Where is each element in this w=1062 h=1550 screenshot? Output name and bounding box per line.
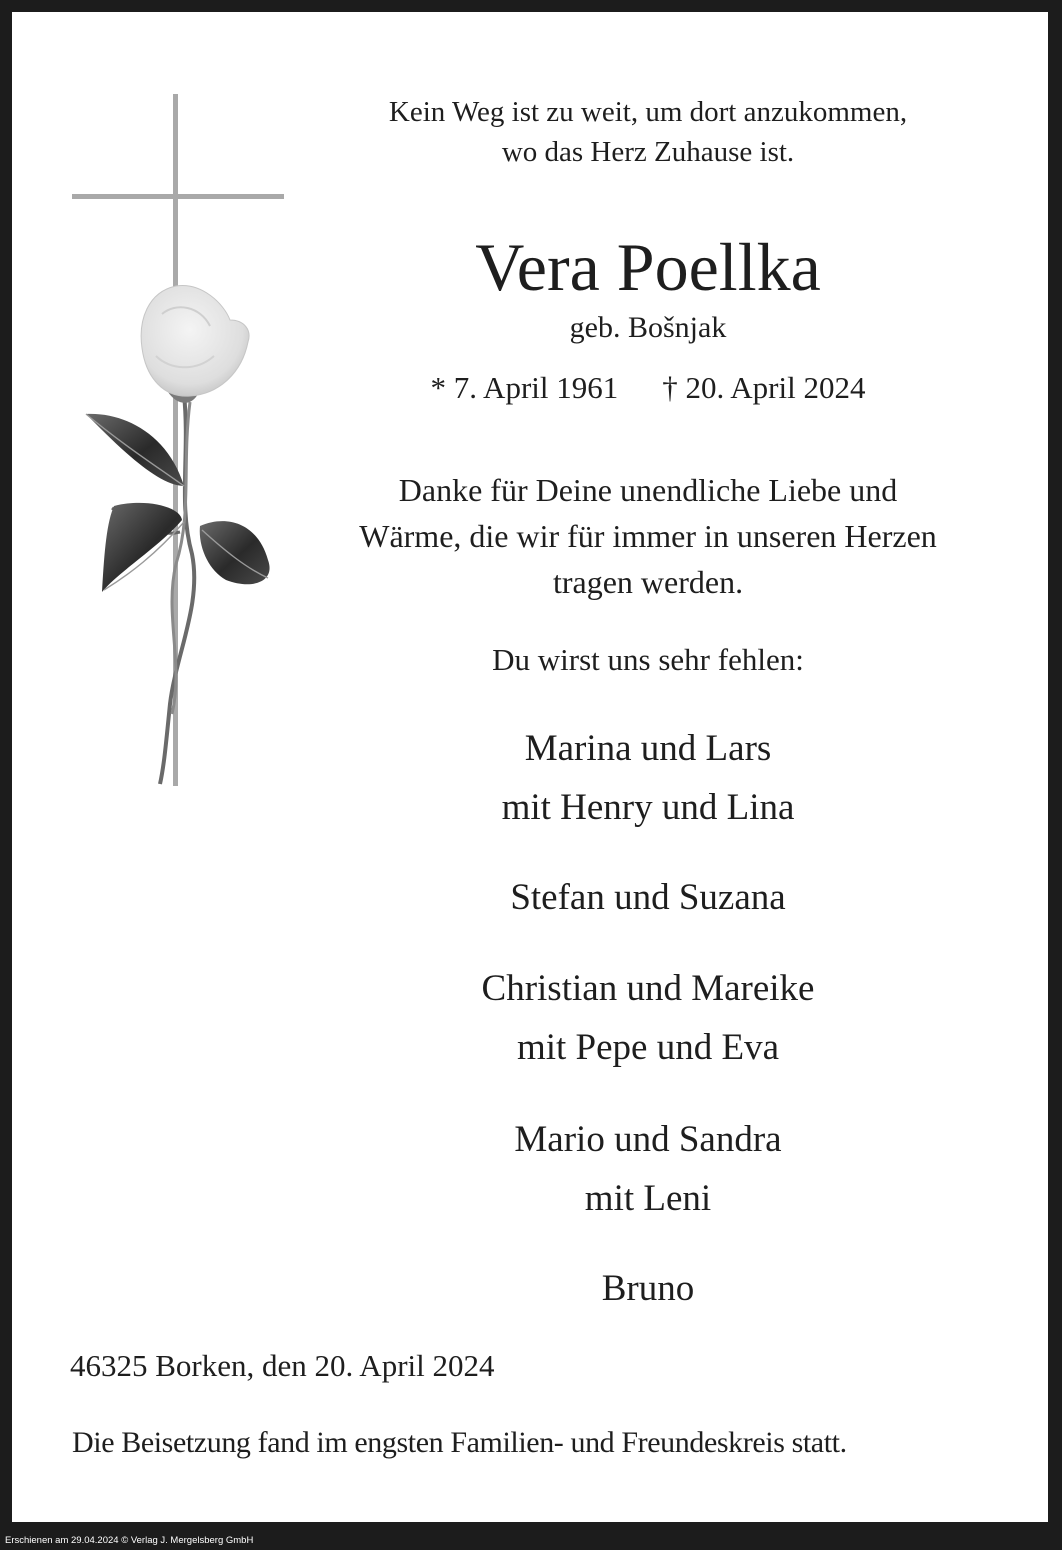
mourner-line: mit Henry und Lina — [501, 787, 795, 828]
thanks-line-2: Wärme, die wir für immer in unseren Herzen — [359, 518, 937, 554]
obituary-card — [12, 12, 1048, 1522]
motto-quote — [298, 92, 998, 172]
motto-line-2: wo das Herz Zuhause ist. — [501, 136, 795, 168]
thanks-line-1: Danke für Deine unendliche Liebe und — [398, 472, 898, 508]
mourner-line: Bruno — [601, 1268, 695, 1309]
birth-name: geb. Bošnjak — [569, 311, 727, 344]
death-date: † 20. April 2024 — [662, 370, 866, 405]
thanks-text — [298, 467, 998, 605]
birth-date: * 7. April 1961 — [430, 370, 619, 405]
mourner-group — [298, 1110, 998, 1228]
burial-note: Die Beisetzung fand im engsten Familien- und Freundeskreis statt. — [72, 1426, 847, 1459]
mourner-group — [298, 1259, 998, 1318]
mourner-group — [298, 959, 998, 1077]
mourner-line: mit Pepe und Eva — [516, 1027, 780, 1068]
mourner-line: Christian und Mareike — [481, 968, 815, 1009]
deceased-name: Vera Poellka — [475, 229, 821, 305]
cross-icon — [72, 94, 284, 786]
mourner-group — [298, 719, 998, 837]
motto-line-1: Kein Weg ist zu weit, um dort anzukommen, — [388, 96, 908, 128]
mourner-line: Marina und Lars — [524, 728, 772, 769]
mourner-line: mit Leni — [584, 1178, 712, 1219]
publication-footer: Erschienen am 29.04.2024 © Verlag J. Mergelsberg GmbH — [5, 1535, 254, 1546]
mourner-group — [298, 868, 998, 927]
life-dates — [298, 368, 998, 408]
place-and-date: 46325 Borken, den 20. April 2024 — [70, 1348, 495, 1383]
mourner-line: Stefan und Suzana — [510, 877, 786, 918]
farewell-text: Du wirst uns sehr fehlen: — [492, 642, 804, 677]
mourner-line: Mario und Sandra — [514, 1119, 782, 1160]
thanks-line-3: tragen werden. — [552, 564, 744, 600]
cross-with-rose-image — [72, 94, 288, 790]
